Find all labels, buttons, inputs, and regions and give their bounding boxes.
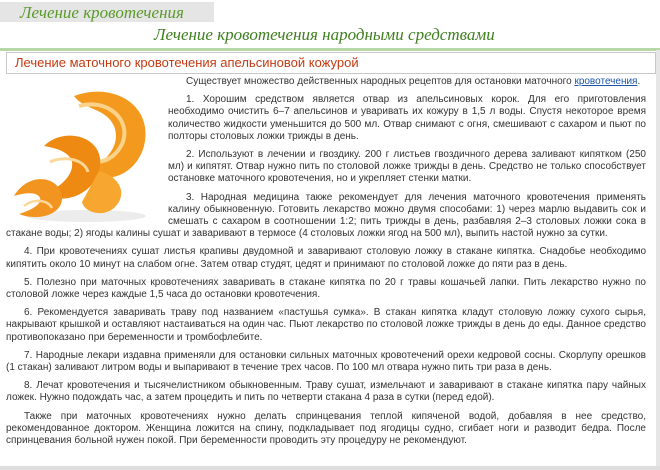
paragraph-1: 1. Хорошим средством является отвар из апельсиновых корок. Для его приготовления необходимо очистить 6–7 апельсинов и уваривать их кожуру в 1,5 л воды. Спустя некоторое время количество жидкости уменьшится до 500 мл. Отвар снимают с огня, смешивают с сахаром и пьют по полторы столовых ложки трижды в день. (168, 94, 646, 142)
page-subtitle: Лечение кровотечения народными средствами (154, 25, 495, 44)
intro-paragraph: Существует множество действенных народных рецептов для остановки маточного кровотечения. (186, 76, 641, 87)
paragraph-2: 2. Используют в лечении и гвоздику. 200 г листьев гвоздичного дерева заливают кипятком (250 мл) и кипятят. Отвар нужно пить по столовой ложке трижды в день. Средство не только способствует остановке маточного кровотечения, но и укрепляет стенки матки. (168, 149, 646, 185)
paragraph-9: Также при маточных кровотечениях нужно делать спринцевания теплой кипяченой водой, добавляя в нее средство, рекомендованное доктором. Женщина ложится на спину, подкладывает под ягодицы судно, сгибает ноги и разводит бедра. После спринцевания больной нужен покой. При беременности проводить эту процедуру не рекомендуют. (6, 410, 646, 447)
article-title: Лечение маточного кровотечения апельсиновой кожурой (15, 55, 359, 70)
paragraph-4: 4. При кровотечениях сушат листья крапивы двудомной и заваривают столовую ложку в стакане кипятка. Снадобье необходимо кипятить около 10 минут на слабом огне. Затем отвар студят, цедят и принимают по столовой ложке до пяти раз в день. (6, 246, 646, 270)
divider (0, 48, 660, 51)
vertical-scrollbar[interactable] (656, 50, 660, 466)
paragraph-8: 8. Лечат кровотечения и тысячелистником обыкновенным. Траву сушат, измельчают и заваривают в стакане кипятка пару чайных ложек. Нужно подождать час, а затем процедить и пить по четверти стакана 4 раза в сутки (перед едой). (6, 380, 646, 404)
article-title-box (6, 52, 656, 74)
breadcrumb-bar (0, 2, 214, 22)
orange-peel-photo (4, 76, 160, 226)
article-body (6, 76, 646, 453)
breadcrumb[interactable]: Лечение кровотечения (20, 3, 184, 22)
paragraph-5: 5. Полезно при маточных кровотечениях заваривать в стакане кипятка по 20 г травы кошачьей лапки. Пить лекарство нужно по столовой ложке через каждые 1,5 часа до остановки кровотечения. (6, 276, 646, 301)
paragraph-7: 7. Народные лекари издавна применяли для остановки сильных маточных кровотечений орехи кедровой сосны. Скорлупу орешков (1 стакан) заливают литром воды и выпаривают в течение трех часов. По 100 мл отвара нужно пить три раза в день. (6, 349, 646, 374)
bleeding-link[interactable]: кровотечения (574, 76, 638, 87)
paragraph-6: 6. Рекомендуется заваривать траву под названием «пастушья сумка». В стакан кипятка кладут столовую ложку сухого сырья, накрывают крышкой и оставляют настаиваться на один час. Пьют лекарство по столовой ложке трижды в день до еды. Данное средство противопоказано при беременности и тромбофлебите. (6, 307, 646, 343)
paragraph-3: 3. Народная медицина также рекомендует для лечения маточного кровотечения применять калину обыкновенную. Готовить лекарство можно двумя способами: 1) через марлю выдавить сок и смешать с сахаром в соотношении 1:2; пить трижды в день, разбавляя 2–3 столовых ложки сока в стакане воды; 2) ягоды калины сушат и заваривают в термосе (4 столовых ложки ягод на 500 мл), выпить настой нужно за сутки. (6, 191, 646, 240)
horizontal-scrollbar[interactable] (0, 466, 660, 470)
